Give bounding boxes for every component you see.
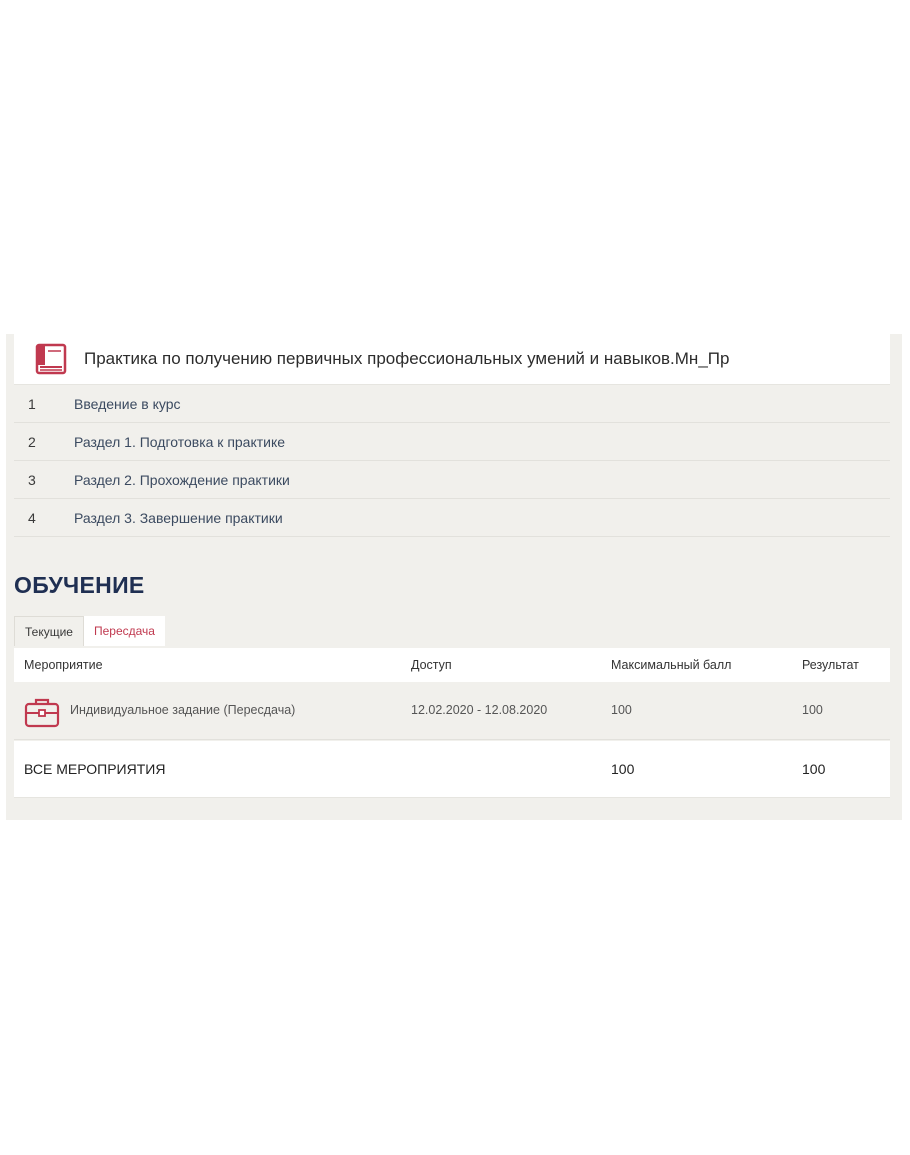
learning-heading: ОБУЧЕНИЕ xyxy=(14,572,145,598)
table-header xyxy=(14,648,890,682)
section-number: 3 xyxy=(28,471,36,488)
summary-result: 100 xyxy=(802,761,826,777)
access-dates: 12.02.2020 - 12.08.2020 xyxy=(411,703,548,717)
summary-row xyxy=(14,741,890,798)
section-link[interactable]: Раздел 1. Подготовка к практике xyxy=(74,433,286,450)
table-row[interactable] xyxy=(14,684,890,740)
activity-link[interactable]: Индивидуальное задание (Пересдача) xyxy=(70,703,296,717)
learning-tabs xyxy=(14,616,165,646)
section-list xyxy=(14,385,890,537)
column-header-max-score: Максимальный балл xyxy=(611,658,732,672)
summary-max-score: 100 xyxy=(611,761,635,777)
tab-retake[interactable]: Пересдача xyxy=(84,616,165,646)
book-icon xyxy=(34,342,68,376)
section-row[interactable] xyxy=(14,423,890,461)
tab-current[interactable]: Текущие xyxy=(14,616,84,646)
column-header-result: Результат xyxy=(802,658,859,672)
section-link[interactable]: Введение в курс xyxy=(74,395,181,412)
section-number: 4 xyxy=(28,509,36,526)
column-header-access: Доступ xyxy=(411,658,452,672)
section-row[interactable] xyxy=(14,385,890,423)
section-row[interactable] xyxy=(14,499,890,537)
max-score: 100 xyxy=(611,703,632,717)
column-header-activity: Мероприятие xyxy=(24,658,103,672)
section-number: 2 xyxy=(28,433,36,450)
course-title: Практика по получению первичных профессиональных умений и навыков.Мн_Пр xyxy=(84,349,730,368)
summary-label: ВСЕ МЕРОПРИЯТИЯ xyxy=(24,761,166,777)
section-row[interactable] xyxy=(14,461,890,499)
section-number: 1 xyxy=(28,395,36,412)
section-link[interactable]: Раздел 2. Прохождение практики xyxy=(74,471,290,488)
course-panel xyxy=(6,334,902,820)
section-link[interactable]: Раздел 3. Завершение практики xyxy=(74,509,283,526)
course-card[interactable] xyxy=(14,334,890,385)
result-score: 100 xyxy=(802,703,823,717)
briefcase-icon xyxy=(24,695,60,729)
